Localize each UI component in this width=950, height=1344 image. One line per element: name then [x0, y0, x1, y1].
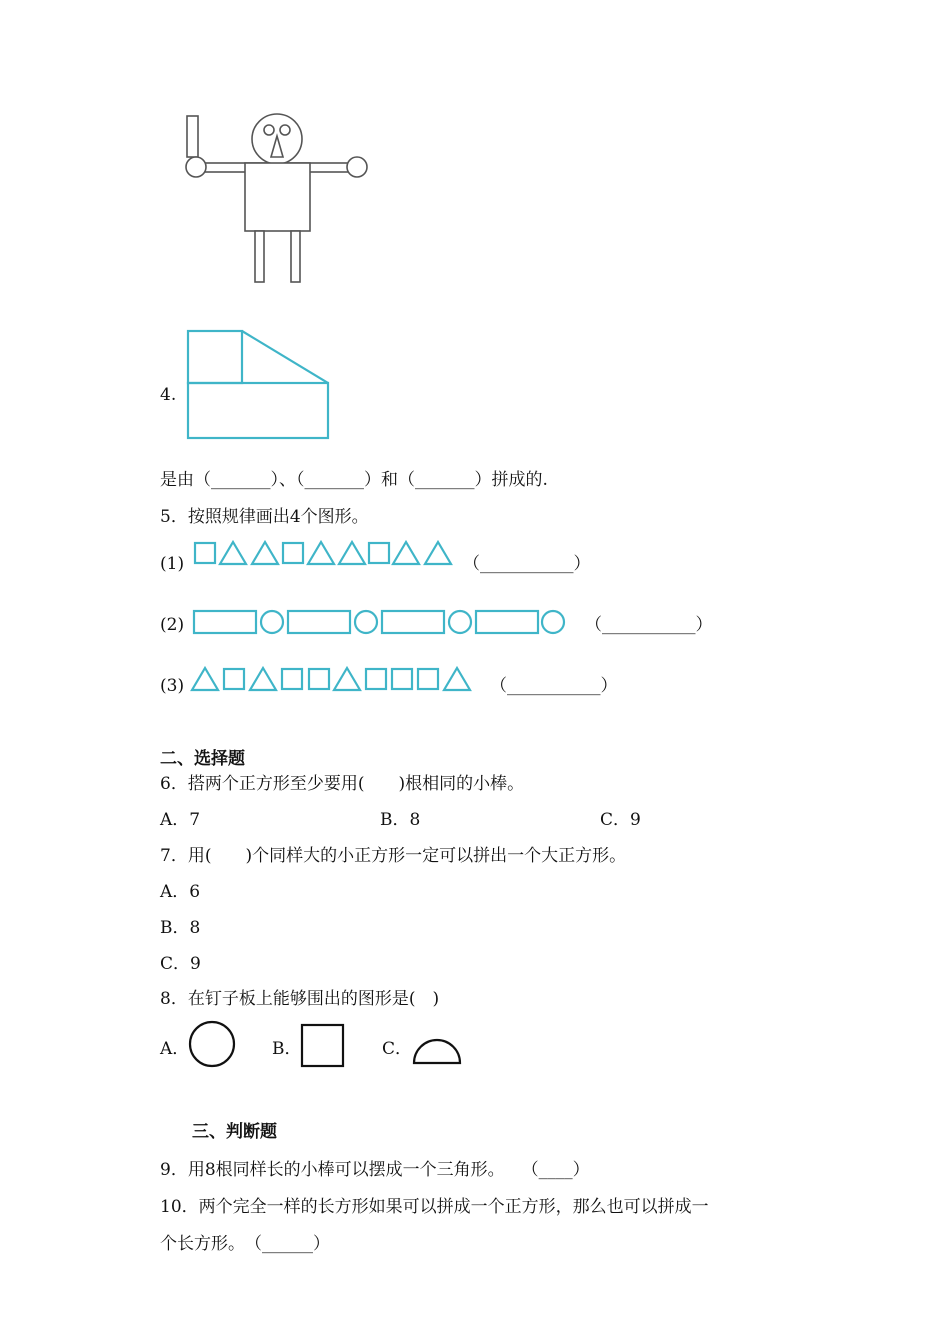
q8-option-a[interactable]: A．: [160, 1039, 190, 1059]
q5-row3-label: (3): [160, 676, 185, 696]
semicircle-shape: [414, 1040, 460, 1063]
q9-text: 9．用8根同样长的小棒可以摆成一个三角形。 （____）: [160, 1160, 590, 1180]
q10-text-line1: 10．两个完全一样的长方形如果可以拼成一个正方形，那么也可以拼成一: [160, 1197, 709, 1217]
q8-option-c[interactable]: C．: [382, 1039, 413, 1059]
q5-row1-label: (1): [160, 554, 185, 574]
section2-heading: 二、选择题: [160, 749, 245, 769]
q6-option-c[interactable]: C．9: [600, 810, 641, 830]
q7-text: 7．用( )个同样大的小正方形一定可以拼出一个大正方形。: [160, 846, 627, 866]
q8-option-b[interactable]: B．: [272, 1039, 302, 1059]
square-shape: [302, 1025, 343, 1066]
q4-sentence: 是由（_______）、（_______）和（_______）拼成的.: [160, 470, 548, 490]
q7-option-b[interactable]: B．8: [160, 918, 201, 938]
q5-row2-blank[interactable]: （___________）: [585, 615, 713, 635]
section3-heading: 三、判断题: [192, 1122, 277, 1142]
q5-row2-label: (2): [160, 615, 185, 635]
q4-number: 4.: [160, 385, 177, 405]
circle-shape: [190, 1022, 234, 1066]
q7-option-c[interactable]: C．9: [160, 954, 201, 974]
q8-text: 8．在钉子板上能够围出的图形是( ): [160, 989, 440, 1009]
q6-option-b[interactable]: B．8: [380, 810, 421, 830]
q5-row3-blank[interactable]: （___________）: [490, 676, 618, 696]
q10-text-line2: 个长方形。 （______）: [160, 1234, 330, 1254]
q7-option-a[interactable]: A．6: [160, 882, 201, 902]
q5-row1-blank[interactable]: （___________）: [463, 554, 591, 574]
q6-option-a[interactable]: A．7: [160, 810, 201, 830]
q6-text: 6．搭两个正方形至少要用( )根相同的小棒。: [160, 774, 525, 794]
q5-title: 5．按照规律画出4个图形。: [160, 507, 369, 527]
